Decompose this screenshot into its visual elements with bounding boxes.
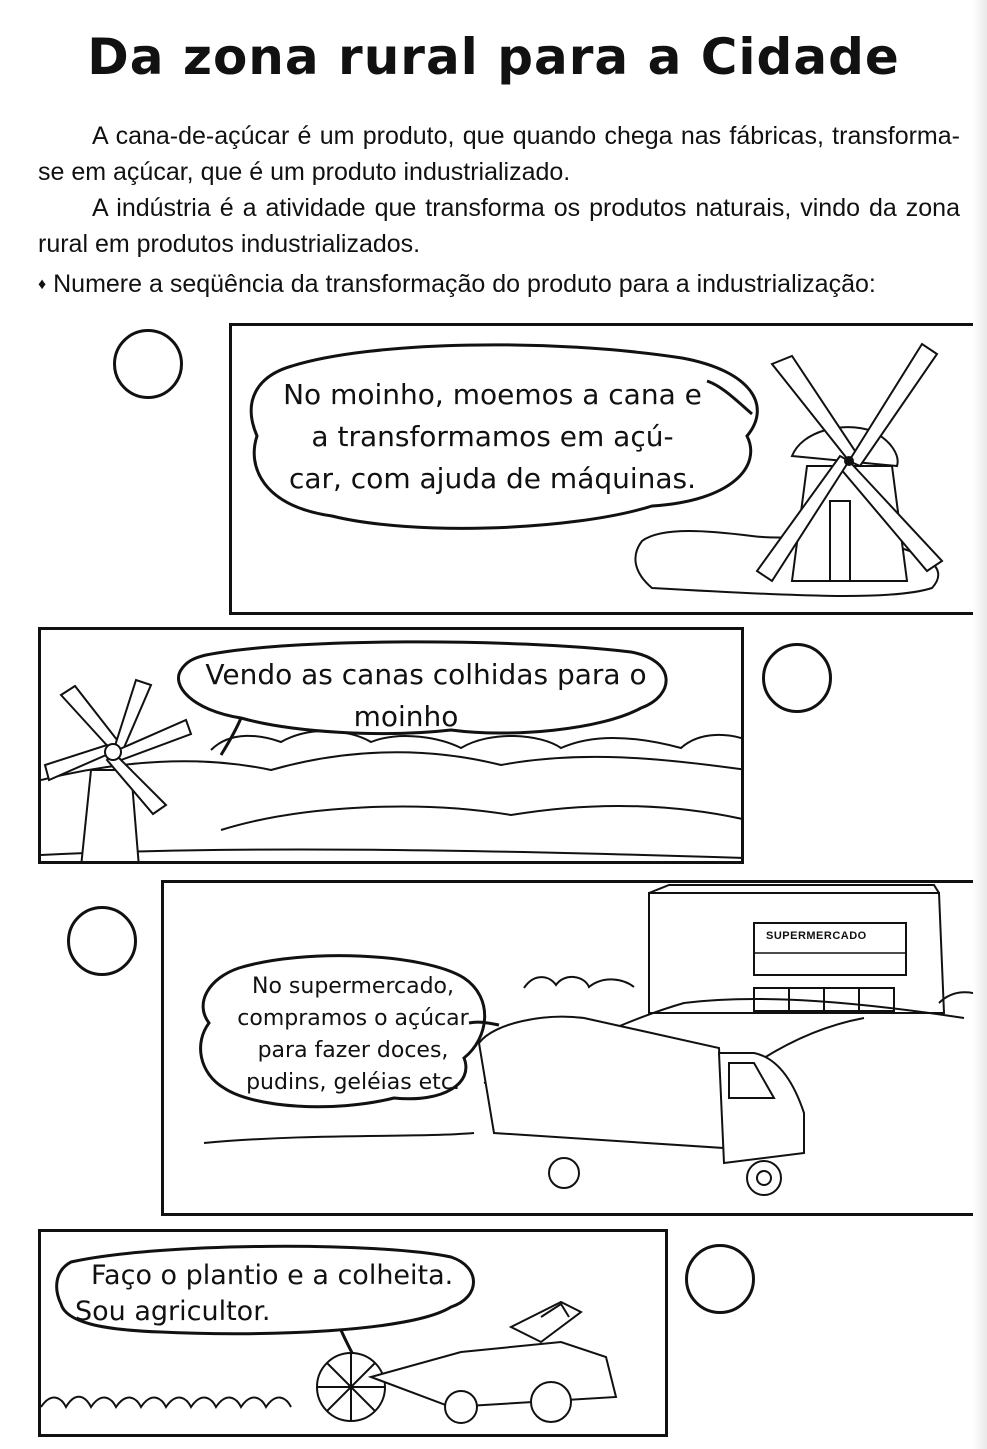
instruction-text: Numere a seqüência da transformação do produto para a industrialização: bbox=[53, 270, 876, 298]
paragraph-1 bbox=[38, 118, 960, 190]
speech-line: a transformamos em açú- bbox=[311, 420, 674, 453]
speech-text-moinho bbox=[270, 374, 715, 500]
speech-line: compramos o açúcar bbox=[237, 1006, 469, 1031]
paragraph-1-text: A cana-de-açúcar é um produto, que quando chega nas fábricas, transforma-se em açúcar, que é um produto industrializado. bbox=[38, 122, 960, 186]
speech-line: No supermercado, bbox=[252, 974, 454, 999]
grass bbox=[41, 1397, 291, 1407]
paragraph-2-text: A indústria é a atividade que transforma os produtos naturais, vindo da zona rural em produtos industrializados. bbox=[38, 194, 960, 258]
building-roof bbox=[649, 885, 939, 893]
ground-line bbox=[41, 849, 744, 858]
sequence-circle-2[interactable] bbox=[762, 643, 832, 713]
sequence-circle-1[interactable] bbox=[113, 329, 183, 399]
panel-supermarket bbox=[161, 880, 983, 1216]
speech-line: Faço o plantio e a colheita. bbox=[91, 1260, 454, 1291]
speech-text-agricultor bbox=[71, 1258, 471, 1330]
speech-text-vendo bbox=[181, 654, 671, 738]
sequence-circle-3[interactable] bbox=[67, 906, 137, 976]
ground-line bbox=[204, 1133, 474, 1143]
sequence-circle-4[interactable] bbox=[685, 1244, 755, 1314]
speech-text-supermercado bbox=[222, 971, 484, 1099]
panel-landscape bbox=[38, 627, 744, 864]
page-edge-shadow bbox=[973, 0, 987, 1449]
bullet-icon: ♦ bbox=[38, 276, 47, 293]
speech-line: pudins, geléias etc. bbox=[246, 1070, 460, 1095]
speech-line: No moinho, moemos a cana e bbox=[283, 378, 702, 411]
supermarket-sign: SUPERMERCADO bbox=[766, 930, 867, 942]
speech-line: Vendo as canas colhidas para o bbox=[205, 658, 647, 691]
paragraph-2 bbox=[38, 190, 960, 262]
speech-line: Sou agricultor. bbox=[75, 1296, 271, 1327]
hills bbox=[41, 752, 744, 780]
page-title: Da zona rural para a Cidade bbox=[87, 28, 900, 86]
panel-harvester bbox=[38, 1229, 668, 1437]
shrubs-left bbox=[524, 977, 634, 988]
field bbox=[221, 806, 744, 830]
truck bbox=[479, 1017, 804, 1195]
speech-line: moinho bbox=[353, 700, 459, 733]
panel-windmill bbox=[229, 323, 981, 615]
instruction bbox=[38, 270, 978, 299]
speech-line: car, com ajuda de máquinas. bbox=[288, 462, 697, 495]
speech-line: para fazer doces, bbox=[257, 1038, 449, 1063]
